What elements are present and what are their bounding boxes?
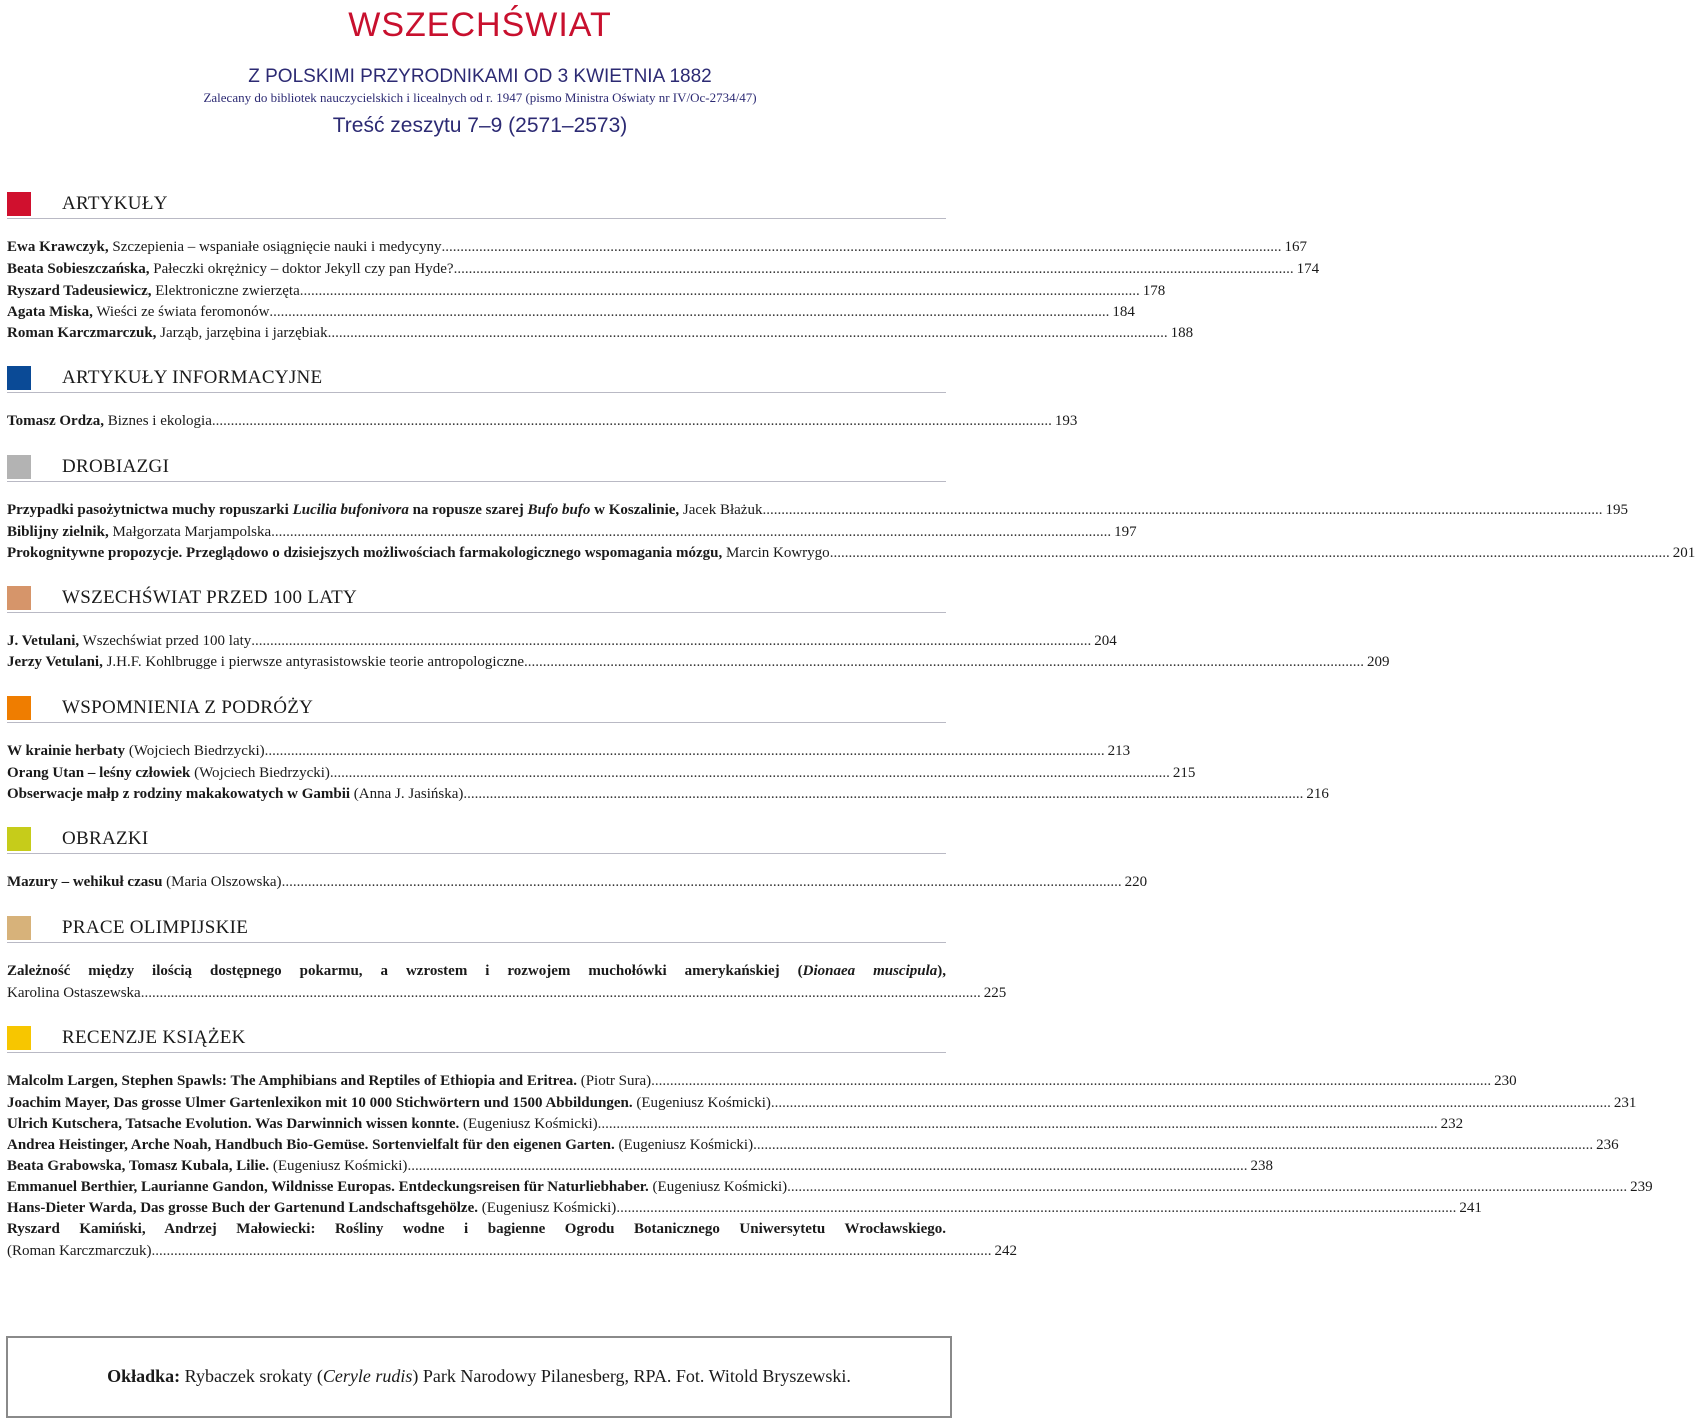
section-title: ARTYKUŁY — [62, 193, 168, 214]
toc-entry[interactable]: Przypadki pasożytnictwa muchy ropuszarki Lucilia bufonivora na ropusze szarej Bufo bufo w Koszalinie, Jacek Błażuk ..... 195 — [7, 499, 946, 521]
section-title: ARTYKUŁY INFORMACYJNE — [62, 367, 323, 388]
section-marker-sand — [7, 916, 31, 940]
toc-entry[interactable]: Tomasz Ordza, Biznes i ekologia ..... 193 — [7, 410, 946, 432]
section-header-artykuly — [7, 192, 946, 219]
toc-entry[interactable]: Biblijny zielnik, Małgorzata Marjampolska ..... 197 — [7, 521, 946, 543]
toc-title: Treść zeszytu 7–9 (2571–2573) — [332, 114, 628, 137]
section-title: PRACE OLIMPIJSKIE — [62, 917, 249, 938]
toc-entry[interactable]: Roman Karczmarczuk, Jarząb, jarzębina i jarzębiak ..... 188 — [7, 322, 946, 344]
toc-entry[interactable]: W krainie herbaty (Wojciech Biedrzycki) ..... 213 — [7, 740, 946, 762]
toc-entry[interactable]: Emmanuel Berthier, Laurianne Gandon, Wildnisse Europas. Entdeckungsreisen für Naturliebhaber. (Eugeniusz Kośmicki) ..... 239 — [7, 1176, 946, 1198]
section-header-wspomnienia — [7, 696, 946, 723]
toc-entry[interactable]: Karolina Ostaszewska ..... 225 — [7, 982, 946, 1004]
section-title: DROBIAZGI — [62, 456, 170, 477]
section-marker-yellow — [7, 1026, 31, 1050]
toc-entry[interactable]: Malcolm Largen, Stephen Spawls: The Amphibians and Reptiles of Ethiopia and Eritrea. (Piotr Sura) ..... 230 — [7, 1070, 946, 1092]
section-header-olimpijskie — [7, 916, 946, 943]
toc-entry[interactable]: Joachim Mayer, Das grosse Ulmer Gartenlexikon mit 10 000 Stichwörtern und 1500 Abbildungen. (Eugeniusz Kośmicki) ..... 231 — [7, 1092, 946, 1114]
section-marker-tan — [7, 586, 31, 610]
toc-entry-line[interactable]: Zależność między ilością dostępnego pokarmu, a wzrostem i rozwojem muchołówki amerykańskiej (Dionaea muscipula), — [7, 963, 947, 979]
section-header-informacyjne — [7, 366, 946, 393]
section-marker-blue — [7, 366, 31, 390]
section-title: WSZECHŚWIAT PRZED 100 LATY — [62, 587, 358, 608]
toc-entry[interactable]: Andrea Heistinger, Arche Noah, Handbuch Bio-Gemüse. Sortenvielfalt für den eigenen Garten. (Eugeniusz Kośmicki) ..... 236 — [7, 1134, 946, 1156]
section-title: WSPOMNIENIA Z PODRÓŻY — [62, 697, 314, 718]
section-marker-red — [7, 192, 31, 216]
section-marker-gray — [7, 455, 31, 479]
cover-caption-box — [6, 1336, 952, 1418]
toc-entry[interactable]: Agata Miska, Wieści ze świata feromonów ..... 184 — [7, 301, 946, 323]
section-marker-lime — [7, 827, 31, 851]
toc-entry[interactable]: Beata Grabowska, Tomasz Kubala, Lilie. (Eugeniusz Kośmicki) ..... 238 — [7, 1155, 946, 1177]
masthead-title: WSZECHŚWIAT — [348, 6, 612, 44]
section-header-recenzje — [7, 1026, 946, 1053]
toc-entry[interactable]: Ulrich Kutschera, Tatsache Evolution. Was Darwinnich wissen konnte. (Eugeniusz Kośmicki) ..... 232 — [7, 1113, 946, 1135]
toc-entry[interactable]: J. Vetulani, Wszechświat przed 100 laty ..... 204 — [7, 630, 946, 652]
toc-entry[interactable]: (Roman Karczmarczuk) ..... 242 — [7, 1240, 946, 1262]
section-marker-orange — [7, 696, 31, 720]
section-title: OBRAZKI — [62, 828, 149, 849]
cover-caption: Okładka: Rybaczek srokaty (Ceryle rudis) Park Narodowy Pilanesberg, RPA. Fot. Witold Bryszewski. — [107, 1366, 851, 1386]
toc-entry[interactable]: Ryszard Tadeusiewicz, Elektroniczne zwierzęta ..... 178 — [7, 280, 946, 302]
toc-entry-line[interactable]: Ryszard Kamiński, Andrzej Małowiecki: Rośliny wodne i bagienne Ogrodu Botanicznego Uniwersytetu Wrocławskiego. — [7, 1221, 946, 1237]
toc-entry[interactable]: Mazury – wehikuł czasu (Maria Olszowska) ..... 220 — [7, 871, 946, 893]
header-recommendation: Zalecany do bibliotek nauczycielskich i licealnych od r. 1947 (pismo Ministra Oświaty nr IV/Oc-2734/47) — [203, 90, 757, 105]
section-header-przed100 — [7, 586, 946, 613]
toc-entry[interactable]: Hans-Dieter Warda, Das grosse Buch der Gartenund Landschaftsgehölze. (Eugeniusz Kośmicki) ..... 241 — [7, 1197, 946, 1219]
section-title: RECENZJE KSIĄŻEK — [62, 1027, 246, 1048]
toc-entry[interactable]: Ewa Krawczyk, Szczepienia – wspaniałe osiągnięcie nauki i medycyny ..... 167 — [7, 236, 946, 258]
section-header-obrazki — [7, 827, 946, 854]
toc-entry[interactable]: Orang Utan – leśny człowiek (Wojciech Biedrzycki) ..... 215 — [7, 762, 946, 784]
toc-entry[interactable]: Obserwacje małp z rodziny makakowatych w Gambii (Anna J. Jasińska) ..... 216 — [7, 783, 946, 805]
toc-entry[interactable]: Jerzy Vetulani, J.H.F. Kohlbrugge i pierwsze antyrasistowskie teorie antropologiczne ..... 209 — [7, 651, 946, 673]
header-motto: Z POLSKIMI PRZYRODNIKAMI OD 3 KWIETNIA 1882 — [248, 66, 712, 87]
section-header-drobiazgi — [7, 455, 946, 482]
toc-entry[interactable]: Beata Sobieszczańska, Pałeczki okrężnicy – doktor Jekyll czy pan Hyde? ..... 174 — [7, 258, 946, 280]
toc-entry[interactable]: Prokognitywne propozycje. Przeglądowo o dzisiejszych możliwościach farmakologicznego wspomagania mózgu, Marcin Kowrygo ..... 201 — [7, 542, 946, 564]
